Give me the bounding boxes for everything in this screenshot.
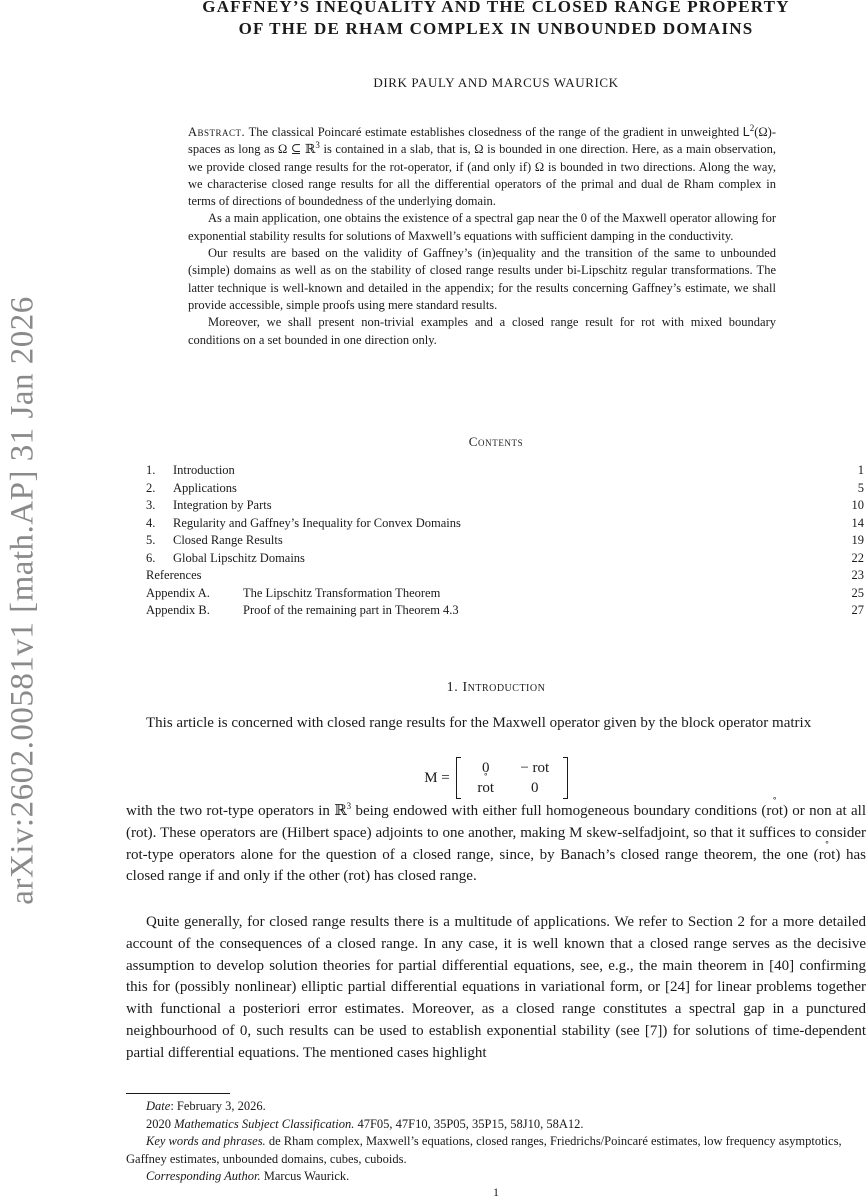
matrix-entry-22: 0 (531, 780, 539, 796)
rot-zero-operator: ˚ rot (766, 801, 783, 823)
toc-entry-references[interactable]: References 23 (146, 568, 864, 582)
arxiv-identifier-sidebar (0, 295, 46, 905)
footnote-keywords: Key words and phrases. de Rham complex, Maxwell’s equations, closed ranges, Friedrichs/Poincaré estimates, low frequency asymptotics, Gaffney estimates, unbounded domains, cubes, cuboids. (126, 1134, 842, 1166)
toc-entry-appendix-a[interactable]: Appendix A. The Lipschitz Transformation Theorem 25 (146, 585, 864, 600)
paper-title (126, 0, 866, 40)
intro-paragraph-2: Quite generally, for closed range results there is a multitude of applications. We refer to Section 2 for a more detailed account of the consequences of a closed range. In any case, it is well known that a closed range serves as the decisive assumption to develop solution theories for partial differential equations, see, e.g., the main theorem in [40] confirming this for (possibly nonlinear) elliptic partial differential equations in variational form, or [24] for linear problems together with functional a posteriori error estimates. Moreover, as a closed range constitutes a spectral gap in a punctured neighbourhood of 0, such results can be used to establish exponential stability (see [7]) for solutions of time-dependent partial differential equations. The mentioned cases highlight (126, 914, 866, 1061)
matrix-entry-11: 0 (482, 760, 490, 776)
toc-entry-regularity[interactable]: 4. Regularity and Gaffney’s Inequality for Convex Domains 14 (146, 515, 864, 530)
toc-entry-integration-by-parts[interactable]: 3. Integration by Parts 10 (146, 498, 864, 512)
abstract-label: Abstract. (188, 125, 246, 139)
footnote-date: Date: February 3, 2026. (146, 1099, 266, 1113)
right-bracket (563, 757, 568, 799)
toc-entry-closed-range-results[interactable]: 5. Closed Range Results 19 (146, 533, 864, 547)
intro-paragraph-1a: This article is concerned with closed range results for the Maxwell operator given by the block operator matrix (146, 715, 812, 731)
rot-zero-operator: ˚ rot (819, 845, 836, 867)
page-number: 1 (493, 1185, 499, 1199)
footnote-msc: 2020 Mathematics Subject Classification. 47F05, 47F10, 35P05, 35P15, 58J10, 58A12. (146, 1116, 584, 1131)
block-operator-matrix (456, 757, 568, 799)
abstract-paragraph-3: Our results are based on the validity of Gaffney’s (in)equality and the transition of the same to unbounded (simple) domains as well as on the stability of closed range results under bi-Lipschitz regular transformations. The latter technique is well-known and detailed in the appendix; for the results concerning Gaffney’s estimate, we shall provide accessible, simple proofs using mere standard results. (188, 246, 776, 312)
title-line-2: OF THE DE RHAM COMPLEX IN UNBOUNDED DOMAINS (238, 19, 754, 38)
footnotes (126, 1098, 866, 1186)
footnote-corresponding-author: Corresponding Author. Marcus Waurick. (146, 1169, 350, 1183)
footnote-rule (126, 1093, 230, 1094)
intro-paragraph-1b: with the two rot-type operators in ℝ$^3$ being endowed with either full homogeneous boundary conditions (˚ rot) or non at all (rot). These operators are (Hilbert space) adjoints to one another, making M skew-selfadjoint, so that it suffices to consider rot-type operators alone for the question of a closed range, since, by Banach’s closed range theorem, the one (˚ rot) has closed range if and only if the other (rot) has closed range. (126, 801, 866, 888)
table-of-contents (146, 462, 864, 620)
abstract-paragraph-1: Abstract. The classical Poincaré estimate establishes closedness of the range of the gradient in unweighted $L^2(\Omega)$-spaces as long as Ω ⊆ ℝ$^3$ is contained in a slab, that is, Ω is bounded in one direction. Here, as a main observation, we provide closed range results for the rot-operator, if (and only if) Ω is bounded in two directions. Along the way, we characterise closed range results for all the differential operators of the primal and dual de Rham complex in terms of directions of boundedness of the underlying domain. (188, 122, 776, 209)
matrix-entry-21: ˚ rot (463, 778, 509, 798)
abstract-paragraph-4: Moreover, we shall present non-trivial examples and a closed range result for rot with mixed boundary conditions on a set bounded in one direction only. (188, 315, 776, 347)
contents-heading: Contents (468, 434, 524, 449)
arxiv-identifier: arXiv:2602.00581v1 [math.AP] 31 Jan 2026 (4, 295, 41, 905)
abstract-paragraph-2: As a main application, one obtains the existence of a spectral gap near the 0 of the Maxwell operator allowing for exponential stability results for solutions of Maxwell’s equations with sufficient damping in the conductivity. (188, 211, 776, 243)
title-line-1: GAFFNEY’S INEQUALITY AND THE CLOSED RANGE PROPERTY (202, 0, 790, 16)
toc-entry-applications[interactable]: 2. Applications 5 (146, 480, 864, 495)
matrix-entry-12: − rot (520, 760, 550, 776)
maxwell-operator-equation (126, 756, 866, 800)
section-heading-introduction: 1. Introduction (446, 680, 546, 695)
authors: DIRK PAULY AND MARCUS WAURICK (373, 75, 619, 90)
toc-entry-global-lipschitz[interactable]: 6. Global Lipschitz Domains 22 (146, 550, 864, 565)
abstract (188, 124, 776, 349)
equation-lhs: M = (424, 769, 450, 786)
toc-entry-appendix-b[interactable]: Appendix B. Proof of the remaining part in Theorem 4.3 27 (146, 603, 864, 617)
toc-entry-introduction[interactable]: 1. Introduction 1 (146, 463, 864, 477)
